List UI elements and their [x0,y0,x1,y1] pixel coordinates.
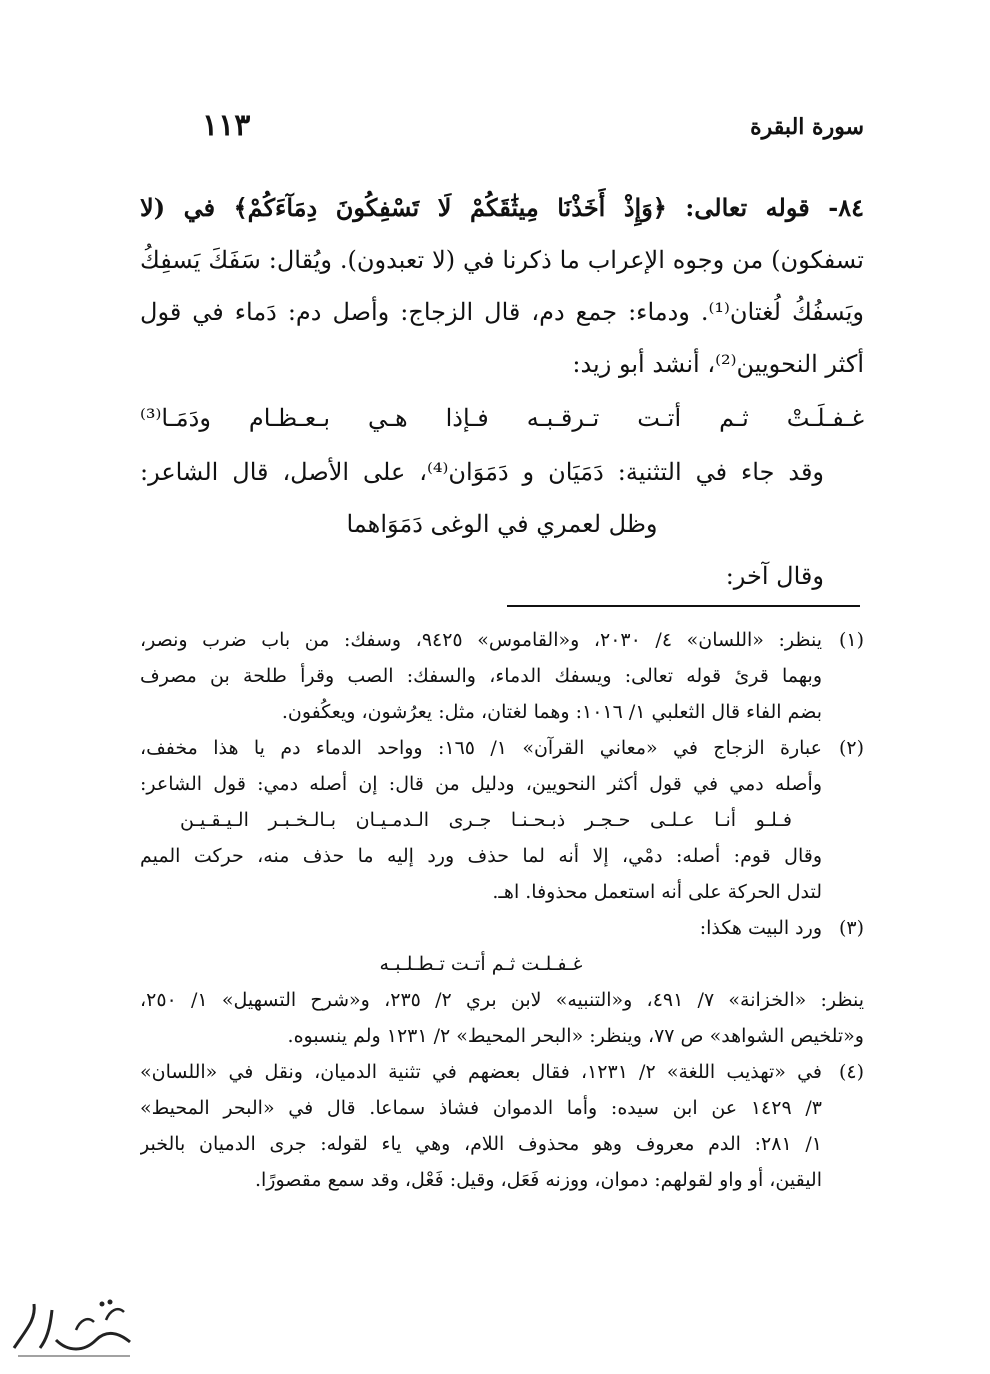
main-text [140,182,864,602]
surah-title: سورة البقرة [750,114,864,140]
text-line: تسفكون) من وجوه الإعراب ما ذكرنا في (لا تعبدون). ويُقال: سَفَكَ يَسفِكُ [140,246,864,274]
footnote-line: في «تهذيب اللغة» ٢/ ١٢٣١، فقال بعضهم في تثنية الدميان، ونقل في «اللسان» [140,1061,822,1083]
text-line: وقد جاء في التثنية: دَمَيَان و دَمَوَان⁽⁴⁾، على الأصل، قال الشاعر: [140,458,825,486]
footnote-line: اليقين، أو واو لقولهم: دموان، ووزنه فَعَل، وقيل: فَعْل، وقد سمع مقصورًا. [254,1169,822,1191]
footnote-number: (٣) [838,917,864,939]
footnote-line: ينظر: «اللسان» ٤/ ٢٠٣٠، و«القاموس» ٩٤٢٥، وسفك: من باب ضرب ونصر، [140,629,822,651]
footnote-number: (١) [838,629,864,651]
footnote-line: فـلـو أنـا عـلـى حـجـر ذبـحـنـا جـرى الـدمـيـان بـالـخـبـر الـيـقـيـن [180,809,792,831]
verse-line: غـفـلَـتْ ثـم أتـت تـرقـبـه فـإذا هـي بـعـظـام ودَمَـا⁽³⁾ [140,404,864,432]
footnotes [140,622,864,1198]
text-line: وظل لعمري في الوغى دَمَوَاهما [346,510,658,538]
footnote [140,910,864,1054]
footnote-line: و«تلخيص الشواهد» ص ٧٧، وينظر: «البحر المحيط» ٢/ ١٢٣١ ولم ينسبوه. [287,1025,864,1047]
text-line: وقال آخر: [725,562,824,590]
footnote-line: ينظر: «الخزانة» ٧/ ٤٩١، و«التنبيه» لابن بري ٢/ ٢٣٥، و«شرح التسهيل» ١/ ٢٥٠، [140,989,864,1011]
text-line: ويَسفُكُ لُغتان⁽¹⁾. ودماء: جمع دم، قال الزجاج: وأصل دم: دَماء في قول [140,298,864,326]
footnote-line: وأصله دمي في قول أكثر النحويين، ودليل من قال: إن أصله دمي: قول الشاعر: [140,773,822,795]
footnote-line: لتدل الحركة على أنه استعمل محذوفا. اهـ. [492,881,822,903]
footnote-line: ١/ ٢٨١: الدم معروف وهو محذوف اللام، وهي ياء لقوله: جرى الدميان بالخبر [140,1133,822,1155]
footnote-number: (٤) [838,1061,864,1083]
footnote-line: وبهما قرئ قوله تعالى: ويسفك الدماء، والسفك: الصب وقرأ طلحة بن مصرف [140,665,822,687]
footnote-line: ٣/ ١٤٢٩ عن ابن سيده: وأما الدموان فشاذ سماعا. قال في «البحر المحيط» [140,1097,822,1119]
page-header [140,108,864,148]
footnote [140,1054,864,1198]
footnote-divider [507,605,860,607]
footnote-line: عبارة الزجاج في «معاني القرآن» ١/ ١٦٥: وواحد الدماء دم يا هذا مخفف، [140,737,822,759]
footnote-line: وقال قوم: أصله: دمْي، إلا أنه لما حذف ورد إليه ما حذف منه، حركت الميم [140,845,822,867]
footnote-line: ورد البيت هكذا: [699,917,822,939]
page-number: ١١٣ [202,108,251,143]
footnote-number: (٢) [838,737,864,759]
watermark-logo [6,1290,141,1362]
text-line: أكثر النحويين⁽²⁾، أنشد أبو زيد: [572,350,864,378]
text-line: ٨٤- قوله تعالى: ﴿وَإِذْ أَخَذْنَا مِيثَٰقَكُمْ لَا تَسْفِكُونَ دِمَآءَكُمْ﴾ في (لا [140,193,864,222]
footnote-line: بضم الفاء قال الثعلبي ١/ ١٠١٦: وهما لغتان، مثل: يعرُشون، ويعكُفون. [281,701,822,723]
footnote-line: غـفـلـت ثـم أتـت تـطـلـبـه [379,953,583,975]
footnote [140,622,864,730]
footnote [140,730,864,910]
